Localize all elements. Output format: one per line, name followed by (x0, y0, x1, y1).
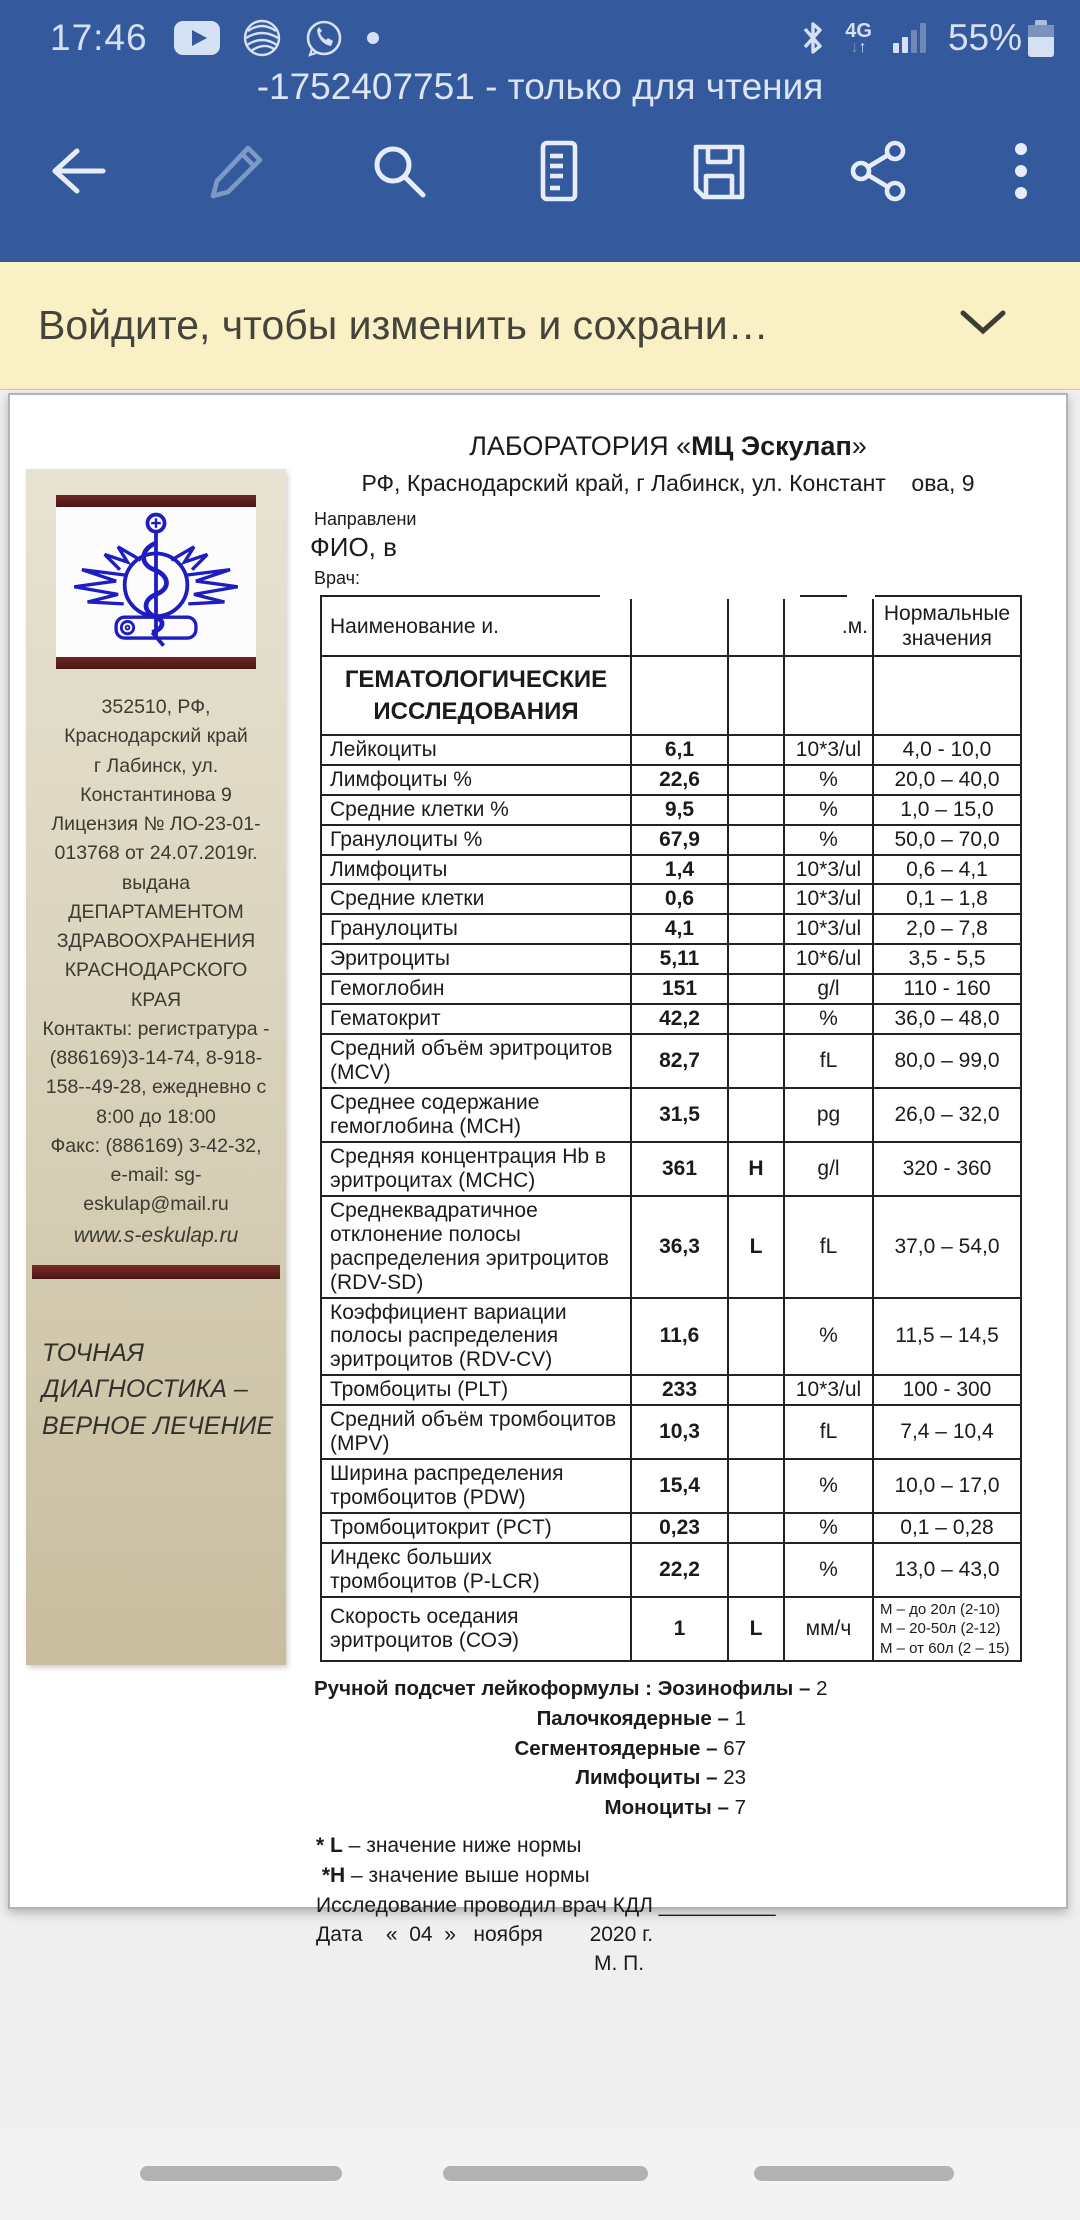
table-row: Средняя концентрация Hb в эритроцитах (MCHC) 361 H g/l 320 - 360 (321, 1142, 1021, 1196)
caduceus-emblem-icon (56, 495, 256, 669)
sidebar-text-line: ЗДРАВООХРАНЕНИЯ (56, 930, 256, 952)
table-row: Индекс больших тромбоцитов (P-LCR) 22,2 % 13,0 – 43,0 (321, 1543, 1021, 1597)
document-view-icon[interactable] (525, 138, 591, 204)
table-row: Средний объём эритроцитов (MCV) 82,7 fL 80,0 – 99,0 (321, 1034, 1021, 1088)
app-bar (0, 0, 1080, 262)
table-row: Гранулоциты % 67,9 % 50,0 – 70,0 (321, 825, 1021, 855)
sidebar-text-line: Лицензия № ЛО-23-01- (51, 813, 261, 835)
sidebar-text-line: выдана (121, 871, 191, 894)
table-row: Гематокрит 42,2 % 36,0 – 48,0 (321, 1004, 1021, 1034)
table-row: Ширина распределения тромбоцитов (PDW) 15,4 % 10,0 – 17,0 (321, 1459, 1021, 1513)
redaction-box (886, 470, 912, 496)
table-row: Гемоглобин 151 g/l 110 - 160 (321, 974, 1021, 1004)
sidebar-text-line: 352510, РФ, Краснодарский край (64, 696, 248, 748)
status-bar (0, 0, 1080, 62)
document-title: -1752407751 - только для чтения (256, 66, 824, 107)
clinic-contact-info (26, 693, 286, 1251)
chevron-down-icon[interactable] (960, 310, 1006, 341)
login-banner[interactable] (0, 262, 1080, 390)
sidebar-text-line: 013768 от 24.07.2019г. (54, 842, 258, 865)
login-banner-text: Войдите, чтобы изменить и сохрани… (38, 302, 769, 348)
results-table (320, 595, 1022, 1662)
sidebar-text-line: e-mail: sg-eskulap@mail.ru (83, 1164, 229, 1216)
table-row: Скорость оседания эритроцитов (СОЭ) 1 L мм/ч М – до 20л (2-10) М – 20-50л (2-12) М – от 60л (2 – 15) (321, 1597, 1021, 1662)
nav-back-handle[interactable] (754, 2166, 954, 2181)
table-row: Средние клетки % 9,5 % 1,0 – 15,0 (321, 795, 1021, 825)
table-row: Тромбоцитокрит (PCT) 0,23 % 0,1 – 0,28 (321, 1513, 1021, 1543)
document-canvas (0, 391, 1080, 2220)
leukoformula-line: Лимфоциты – 23 (575, 1766, 746, 1790)
notification-dot (366, 31, 380, 45)
results-table-wrap (320, 595, 1016, 1662)
network-4g-icon: 4G ↓↑ (845, 19, 872, 56)
sidebar-text-line: www.s-eskulap.ru (73, 1223, 239, 1247)
leukoformula-line: Моноциты – 7 (604, 1796, 746, 1820)
nav-recents-handle[interactable] (140, 2166, 342, 2181)
leukoformula-line: Сегментоядерные – 67 (514, 1736, 746, 1760)
researcher-line: Исследование проводил врач КДЛ __________ (316, 1893, 776, 1917)
sidebar-text-line: КРАСНОДАРСКОГО КРАЯ (64, 959, 248, 1011)
redaction-box (847, 592, 875, 599)
doctor-label: Врач: (314, 568, 361, 588)
date-line: Дата « 04 » ноября 2020 г. (316, 1923, 654, 1947)
table-row: Лимфоциты % 22,6 % 20,0 – 40,0 (321, 765, 1021, 795)
stamp-placeholder: М. П. (594, 1952, 645, 1976)
sidebar-text-line: ДЕПАРТАМЕНТОМ (68, 900, 244, 923)
table-row: Гранулоциты 4,1 10*3/ul 2,0 – 7,8 (321, 914, 1021, 944)
report-body (302, 431, 1034, 1976)
youtube-icon (174, 21, 220, 55)
clinic-info-sidebar (26, 469, 286, 1665)
battery-icon (1028, 20, 1054, 57)
table-header-row: Наименование и. .м. Нормальные значения (321, 596, 1021, 656)
section-title: ГЕМАТОЛОГИЧЕСКИЕ ИССЛЕДОВАНИЯ (321, 656, 631, 734)
sphere-icon (242, 18, 282, 58)
leukoformula-line: Палочкоядерные – 1 (536, 1707, 746, 1731)
table-row: Тромбоциты (PLT) 233 10*3/ul 100 - 300 (321, 1375, 1021, 1405)
footnote-line: * L – значение ниже нормы (316, 1833, 582, 1857)
table-row: Средние клетки 0,6 10*3/ul 0,1 – 1,8 (321, 884, 1021, 914)
table-section-row (321, 656, 1021, 734)
sidebar-text-line: г Лабинск, ул. Константинова 9 (80, 754, 232, 806)
share-icon[interactable] (846, 138, 912, 204)
overflow-menu-icon[interactable] (1006, 138, 1036, 204)
sidebar-text-line: Факс: (886169) 3-42-32, (50, 1134, 262, 1157)
lab-address: РФ, Краснодарский край, г Лабинск, ул. Констант ова, 9 (361, 470, 975, 496)
leukoformula-line: Ручной подсчет лейкоформулы : Эозинофилы – 2 (314, 1677, 828, 1701)
document-page[interactable] (8, 393, 1068, 1976)
lab-title: ЛАБОРАТОРИЯ «МЦ Эскулап» (469, 431, 867, 461)
footnotes (316, 1831, 1034, 1891)
battery-percent: 55% (947, 17, 1022, 58)
table-row: Средний объём тромбоцитов (MPV) 10,3 fL 7,4 – 10,4 (321, 1405, 1021, 1459)
table-row: Коэффициент вариации полосы распределения эритроцитов (RDV-CV) 11,6 % 11,5 – 14,5 (321, 1298, 1021, 1376)
back-arrow-icon[interactable] (44, 138, 110, 204)
sidebar-divider (32, 1265, 280, 1279)
footnote-line: *H – значение выше нормы (316, 1863, 590, 1887)
gesture-nav-bar (0, 2128, 1080, 2220)
table-row: Лейкоциты 6,1 10*3/ul 4,0 - 10,0 (321, 735, 1021, 765)
table-row: Эритроциты 5,11 10*6/ul 3,5 - 5,5 (321, 944, 1021, 974)
signal-bars-icon (890, 23, 926, 53)
clock: 17:46 (50, 17, 148, 58)
search-icon[interactable] (365, 138, 431, 204)
table-row: Среднеквадратичное отклонение полосы распределения эритроцитов (RDV-SD) 36,3 L fL 37,0 – 54,0 (321, 1196, 1021, 1298)
edit-pencil-icon (204, 138, 270, 204)
patient-name-label: ФИО, в (310, 532, 397, 562)
referral-label: Направлени (314, 509, 417, 529)
whatsapp-icon (304, 18, 344, 58)
nav-home-handle[interactable] (443, 2166, 648, 2181)
table-row: Среднее содержание гемоглобина (MCH) 31,5 pg 26,0 – 32,0 (321, 1088, 1021, 1142)
redaction-box (600, 592, 800, 599)
table-row: Лимфоциты 1,4 10*3/ul 0,6 – 4,1 (321, 855, 1021, 885)
bluetooth-icon (799, 19, 827, 57)
save-icon[interactable] (685, 138, 751, 204)
toolbar (0, 138, 1080, 204)
sidebar-text-line: Контакты: регистратура - (886169)3-14-74, 8-918-158--49-28, ежедневно с 8:00 до 18:00 (42, 1017, 270, 1128)
manual-leukoformula (314, 1674, 828, 1823)
clinic-slogan: ТОЧНАЯ ДИАГНОСТИКА – ВЕРНОЕ ЛЕЧЕНИЕ (42, 1339, 274, 1440)
results-table-body (321, 596, 1021, 1661)
